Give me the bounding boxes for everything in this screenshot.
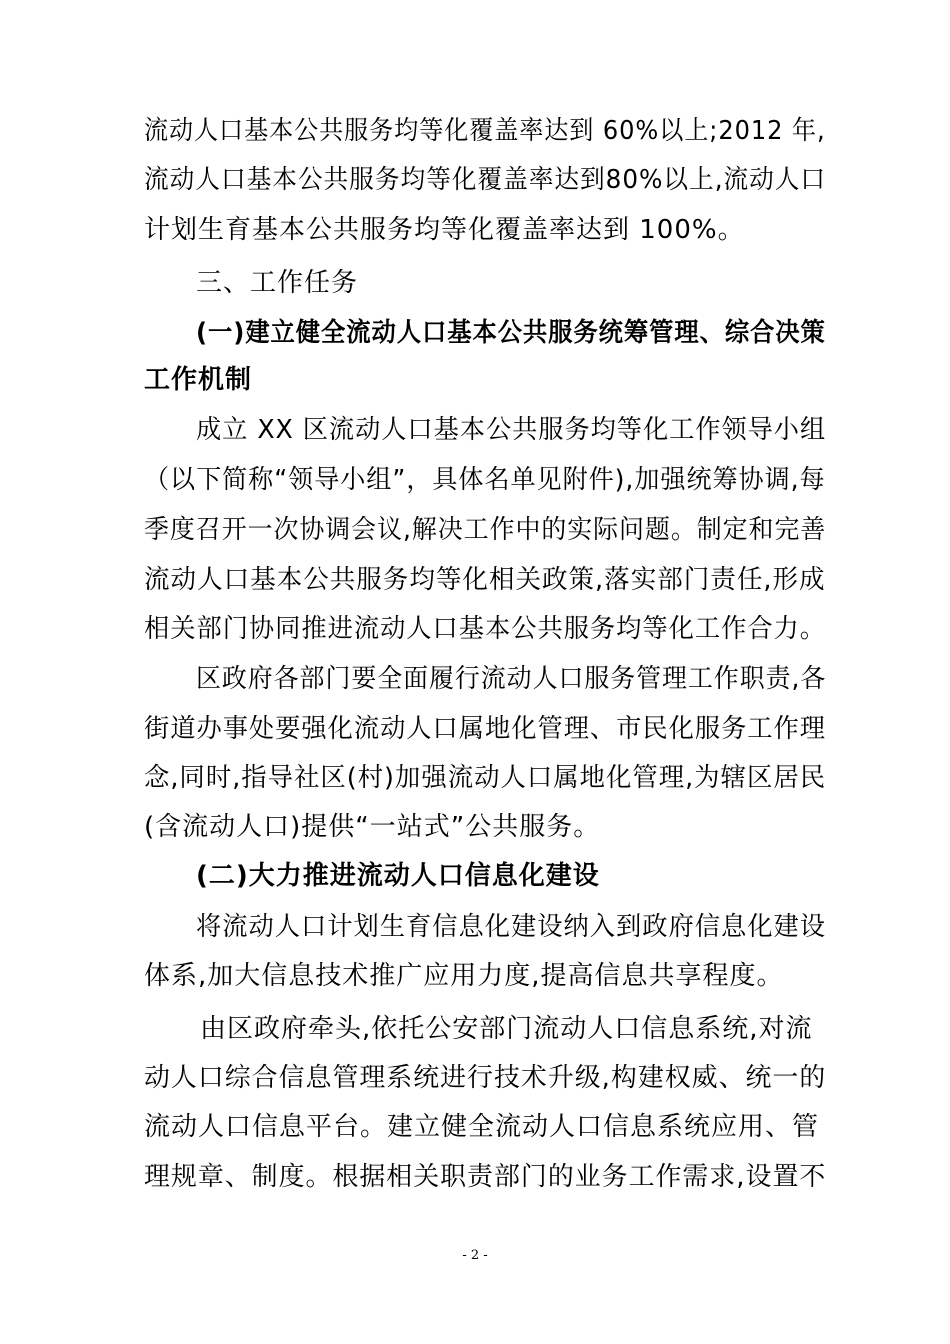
page-number: - 2 - — [462, 1248, 488, 1263]
body-line: 计划生育基本公共服务均等化覆盖率达到 100%。 — [144, 215, 745, 245]
section-heading: 三、工作任务 — [196, 268, 359, 298]
body-line: 理规章、制度。根据相关职责部门的业务工作需求,设置不 — [144, 1162, 827, 1192]
body-line: 区政府各部门要全面履行流动人口服务管理工作职责,各 — [196, 664, 827, 694]
body-line: 由区政府牵头,依托公安部门流动人口信息系统,对流 — [200, 1014, 813, 1044]
body-line: 流动人口基本公共服务均等化覆盖率达到 60%以上;2012 年, — [144, 116, 826, 146]
body-line: 流动人口基本公共服务均等化覆盖率达到80%以上,流动人口 — [144, 165, 827, 195]
body-line: 季度召开一次协调会议,解决工作中的实际问题。制定和完善 — [144, 515, 827, 545]
body-line: （以下简称“领导小组”，具体名单见附件),加强统筹协调,每 — [144, 465, 826, 495]
body-line: 将流动人口计划生育信息化建设纳入到政府信息化建设 — [196, 912, 827, 942]
subsection-heading: (二)大力推进流动人口信息化建设 — [196, 861, 600, 891]
body-line: (含流动人口)提供“一站式”公共服务。 — [144, 812, 601, 842]
body-line: 相关部门协同推进流动人口基本公共服务均等化工作合力。 — [144, 614, 827, 644]
body-line: 流动人口信息平台。建立健全流动人口信息系统应用、管 — [144, 1112, 820, 1142]
body-line: 体系,加大信息技术推广应用力度,提高信息共享程度。 — [144, 961, 784, 991]
body-line: 街道办事处要强化流动人口属地化管理、市民化服务工作理 — [144, 714, 827, 744]
body-line: 动人口综合信息管理系统进行技术升级,构建权威、统一的 — [144, 1063, 827, 1093]
subsection-heading: (一)建立健全流动人口基本公共服务统筹管理、综合决策 — [196, 318, 826, 348]
body-line: 成立 XX 区流动人口基本公共服务均等化工作领导小组 — [196, 415, 827, 445]
body-line: 流动人口基本公共服务均等化相关政策,落实部门责任,形成 — [144, 565, 826, 595]
body-line: 念,同时,指导社区(村)加强流动人口属地化管理,为辖区居民 — [144, 763, 827, 793]
subsection-heading-continued: 工作机制 — [144, 365, 253, 395]
